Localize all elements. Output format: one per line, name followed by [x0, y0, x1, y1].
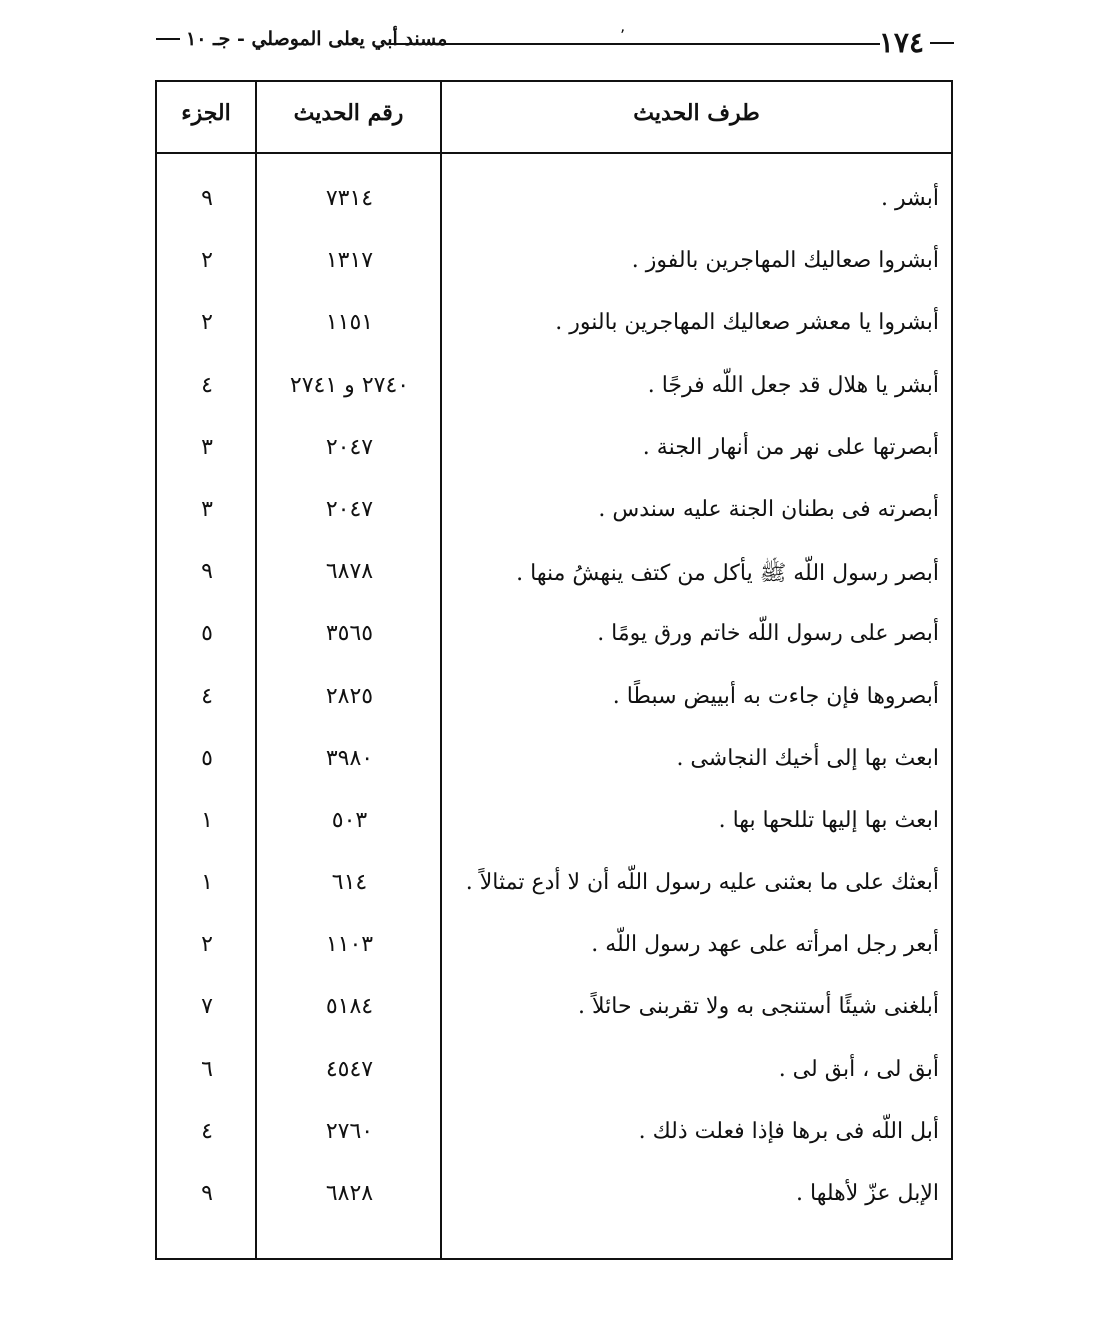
table-row	[157, 357, 951, 419]
hadith-number: ٣٥٦٥	[325, 621, 374, 647]
hadith-text: أبق لى ، أبق لى .	[778, 1056, 939, 1082]
volume-number: ٢	[201, 932, 213, 958]
hadith-number: ١١٠٣	[325, 932, 374, 958]
hadith-text: أبل اللّه فى برها فإذا فعلت ذلك .	[638, 1118, 939, 1144]
volume-number: ٤	[201, 1118, 213, 1144]
table-row	[157, 668, 951, 730]
hadith-number: ٢٠٤٧	[325, 496, 374, 522]
table-row	[157, 294, 951, 356]
table-row	[157, 232, 951, 294]
table-row	[157, 1165, 951, 1227]
hadith-text: أبشروا صعاليك المهاجرين بالفوز .	[631, 248, 939, 274]
hadith-text: ابعث بها إلى أخيك النجاشى .	[676, 745, 939, 771]
column-header-part: الجزء	[181, 100, 231, 126]
hadith-text: أبشروا يا معشر صعاليك المهاجرين بالنور .	[555, 310, 939, 336]
hadith-number: ٢٠٤٧	[325, 434, 374, 460]
volume-number: ٣	[201, 434, 213, 460]
hadith-text: أبصرته فى بطنان الجنة عليه سندس .	[598, 496, 939, 522]
hadith-number: ٣٩٨٠	[325, 745, 374, 771]
volume-number: ٥	[201, 621, 213, 647]
table-row	[157, 543, 951, 605]
header-mark: ٬	[620, 26, 626, 45]
table-row	[157, 730, 951, 792]
hadith-index-table	[155, 80, 953, 1260]
table-row	[157, 605, 951, 667]
table-row	[157, 419, 951, 481]
hadith-number: ٦٨٢٨	[325, 1181, 374, 1206]
volume-number: ٦	[201, 1056, 213, 1082]
volume-number: ٥	[201, 745, 213, 771]
column-header-text: طرف الحديث	[633, 100, 760, 126]
header-dash	[930, 42, 954, 44]
hadith-text: أبعثك على ما بعثنى عليه رسول اللّه أن لا أدع تمثالاً .	[465, 870, 939, 896]
table-row	[157, 170, 951, 232]
volume-number: ٧	[201, 994, 213, 1020]
hadith-text: ابعث بها إليها تللحها بها .	[718, 807, 939, 833]
hadith-text: أبصرتها على نهر من أنهار الجنة .	[642, 434, 939, 460]
hadith-number: ٤٥٤٧	[325, 1056, 374, 1082]
hadith-text: أبشر يا هلال قد جعل اللّه فرجًا .	[647, 372, 939, 398]
table-row	[157, 481, 951, 543]
volume-number: ١	[201, 870, 213, 896]
book-title: مسند أبي يعلى الموصلي - جـ ١٠	[186, 28, 448, 50]
header-rule-right	[390, 43, 880, 45]
hadith-number: ٥١٨٤	[325, 994, 374, 1020]
page-number-group	[879, 26, 960, 59]
volume-number: ٣	[201, 496, 213, 522]
hadith-number: ٦١٤	[331, 870, 368, 896]
table-row	[157, 792, 951, 854]
table-body	[157, 170, 951, 1227]
hadith-text: أبلغنى شيئًا أستنجى به ولا تقربنى حائلاً .	[578, 994, 939, 1020]
hadith-text: أبصر على رسول اللّه خاتم ورق يومًا .	[597, 621, 939, 647]
hadith-text: أبعر رجل امرأته على عهد رسول اللّه .	[591, 932, 939, 958]
header-dash	[156, 38, 180, 40]
table-row	[157, 978, 951, 1040]
hadith-text: أبصر رسول اللّه ﷺ يأكل من كتف ينهشُ منها .	[516, 561, 939, 587]
table-row	[157, 854, 951, 916]
page-number: ١٧٤	[878, 26, 924, 59]
volume-number: ١	[201, 807, 213, 833]
hadith-number: ١١٥١	[325, 310, 374, 336]
hadith-text: الإبل عزّ لأهلها .	[796, 1181, 939, 1206]
hadith-text: أبصروها فإن جاءت به أبييض سبطًا .	[612, 683, 939, 709]
hadith-number: ٢٧٤٠ و ٢٧٤١	[289, 372, 410, 398]
table-row	[157, 1103, 951, 1165]
running-header	[150, 26, 960, 62]
volume-number: ٤	[201, 683, 213, 709]
hadith-number: ٥٠٣	[331, 807, 368, 833]
volume-number: ٩	[201, 1181, 213, 1206]
volume-number: ٤	[201, 372, 213, 398]
hadith-text: أبشر .	[881, 186, 939, 211]
header-divider	[157, 152, 951, 154]
volume-number: ٢	[201, 248, 213, 274]
volume-number: ٢	[201, 310, 213, 336]
hadith-number: ٧٣١٤	[325, 186, 374, 211]
table-row	[157, 916, 951, 978]
hadith-number: ٦٨٧٨	[325, 559, 374, 585]
book-title-group	[150, 28, 447, 50]
volume-number: ٩	[201, 559, 213, 585]
volume-number: ٩	[201, 186, 213, 211]
hadith-number: ١٣١٧	[325, 248, 374, 274]
column-header-number: رقم الحديث	[293, 100, 404, 126]
hadith-number: ٢٨٢٥	[325, 683, 374, 709]
table-row	[157, 1041, 951, 1103]
hadith-number: ٢٧٦٠	[325, 1118, 374, 1144]
